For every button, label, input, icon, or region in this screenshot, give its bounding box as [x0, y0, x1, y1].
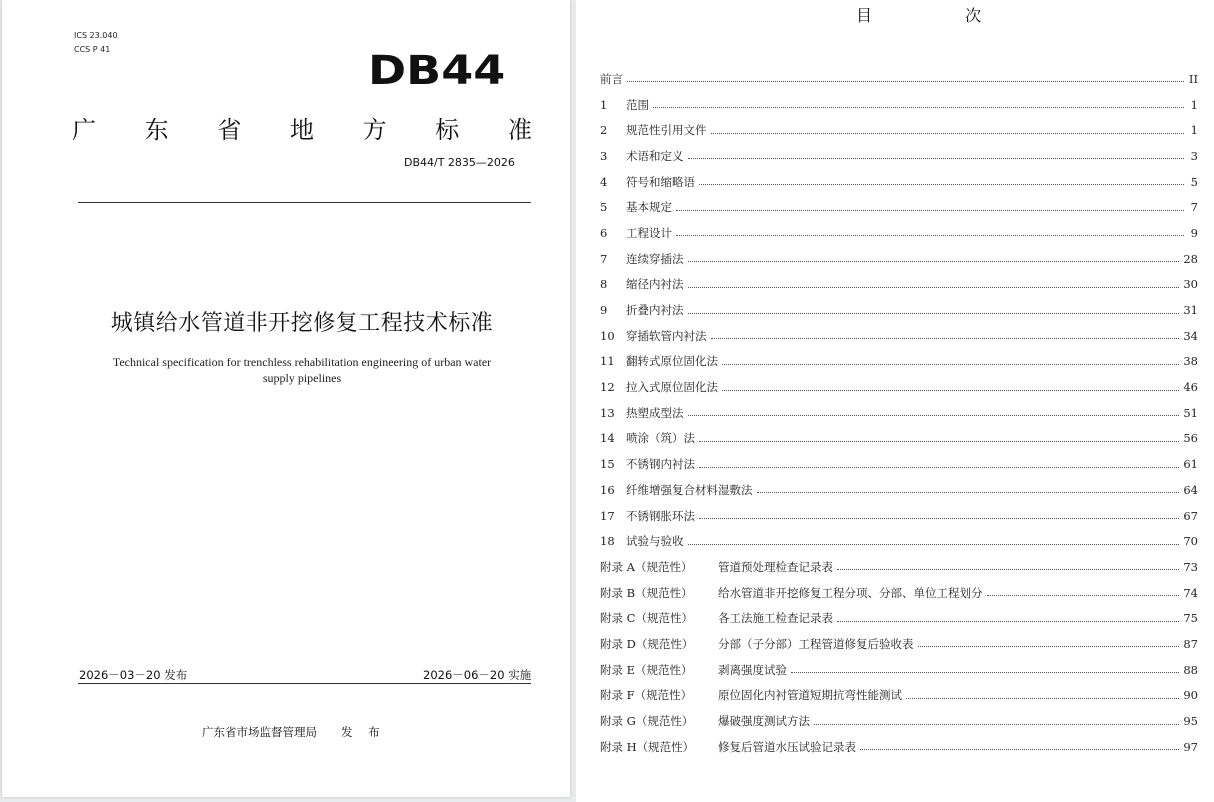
toc-entry-number: 附录 B（规范性） [600, 585, 693, 600]
toc-entry-number: 附录 G（规范性） [600, 714, 694, 729]
toc-dot-leader [987, 595, 1180, 596]
toc-entry-page: 30 [1183, 277, 1198, 292]
toc-entry[interactable] [600, 66, 1198, 92]
toc-entry-number: 附录 A（规范性） [600, 559, 693, 574]
toc-entry-page: II [1188, 71, 1198, 86]
toc-dot-leader [699, 467, 1179, 468]
toc-entry[interactable] [600, 657, 1198, 683]
toc-entry-page: 46 [1183, 380, 1198, 395]
toc-dot-leader [711, 338, 1180, 339]
toc-entry-page: 3 [1190, 148, 1198, 163]
toc-dot-leader [699, 184, 1184, 185]
ics-code: ICS 23.040 [74, 31, 118, 40]
toc-entry-number: 13 [600, 405, 615, 420]
toc-entry-label: 给水管道非开挖修复工程分项、分部、单位工程划分 [718, 585, 983, 600]
implement-date: 2026－06－20 实施 [423, 668, 532, 682]
toc-entry-number: 附录 F（规范性） [600, 688, 693, 703]
toc-entry-label: 符号和缩略语 [626, 174, 695, 189]
toc-entry-label: 喷涂（筑）法 [626, 431, 695, 446]
toc-entry-number: 附录 C（规范性） [600, 611, 693, 626]
toc-entry-number: 14 [600, 431, 615, 446]
toc-entry-label: 折叠内衬法 [626, 303, 684, 318]
local-standard-char: 东 [144, 116, 169, 144]
toc-entry-page: 61 [1183, 457, 1198, 472]
toc-entry-number: 4 [600, 174, 608, 189]
toc-entry-label: 翻转式原位固化法 [626, 354, 718, 369]
toc-entry-page: 1 [1190, 97, 1198, 112]
toc-entry[interactable] [600, 451, 1198, 477]
toc-entry-number: 附录 D（规范性） [600, 636, 694, 651]
toc-entry-page: 64 [1183, 482, 1198, 497]
toc-entry-label: 穿插软管内衬法 [626, 328, 707, 343]
toc-dot-leader [711, 133, 1185, 134]
toc-dot-leader [676, 235, 1184, 236]
toc-entry-page: 1 [1190, 123, 1198, 138]
toc-dot-leader [837, 621, 1179, 622]
toc-entry-number: 7 [600, 251, 608, 266]
toc-dot-leader [722, 364, 1179, 365]
toc-dot-leader [918, 646, 1180, 647]
toc-entry-label: 试验与验收 [626, 534, 684, 549]
standard-code: DB44/T 2835—2026 [404, 156, 515, 169]
toc-entry[interactable] [600, 503, 1198, 529]
local-standard-char: 方 [362, 116, 387, 144]
toc-dot-leader [688, 544, 1180, 545]
toc-entry[interactable] [600, 631, 1198, 657]
toc-entry-label: 管道预处理检查记录表 [718, 559, 833, 574]
toc-entry[interactable] [600, 400, 1198, 426]
toc-entry[interactable] [600, 426, 1198, 452]
toc-entry[interactable] [600, 349, 1198, 375]
toc-title: 目 次 [856, 6, 1026, 25]
toc-dot-leader [699, 518, 1179, 519]
toc-dot-leader [814, 724, 1179, 725]
toc-entry-label: 修复后管道水压试验记录表 [718, 739, 856, 754]
toc-entry-label: 拉入式原位固化法 [626, 380, 718, 395]
toc-entry[interactable] [600, 528, 1198, 554]
toc-entry-page: 95 [1183, 714, 1198, 729]
toc-dot-leader [627, 81, 1184, 82]
toc-entry-number: 16 [600, 482, 615, 497]
toc-page [576, 0, 1214, 802]
publish-action: 发 布 [341, 725, 386, 739]
title-english-line1: Technical specification for trenchless rehabilitation engineering of urban water [112, 355, 492, 369]
db-logo: DB44 [368, 48, 506, 94]
toc-entry-page: 87 [1183, 636, 1198, 651]
toc-entry[interactable] [600, 246, 1198, 272]
toc-entry[interactable] [600, 683, 1198, 709]
toc-entry[interactable] [600, 117, 1198, 143]
toc-entry[interactable] [600, 143, 1198, 169]
toc-entry-label: 术语和定义 [626, 148, 684, 163]
toc-entry-page: 9 [1190, 225, 1198, 240]
toc-entry-label: 范围 [626, 97, 649, 112]
title-chinese: 城镇给水管道非开挖修复工程技术标准 [110, 311, 494, 336]
toc-entry[interactable] [600, 323, 1198, 349]
toc-entry[interactable] [600, 297, 1198, 323]
toc-dot-leader [688, 261, 1180, 262]
local-standard-char: 标 [435, 116, 460, 144]
toc-entry-page: 70 [1183, 534, 1198, 549]
local-standard-char: 广 [72, 116, 96, 144]
toc-entry[interactable] [600, 374, 1198, 400]
toc-entry-label: 不锈钢内衬法 [626, 457, 695, 472]
toc-entry-number: 附录 E（规范性） [600, 662, 693, 677]
toc-entry[interactable] [600, 708, 1198, 734]
toc-entry-number: 3 [600, 148, 608, 163]
toc-dot-leader [676, 210, 1184, 211]
local-standard-heading [72, 110, 532, 145]
title-english-line2: supply pipelines [262, 371, 342, 385]
local-standard-char: 地 [289, 116, 314, 144]
toc-entry[interactable] [600, 169, 1198, 195]
toc-entry[interactable] [600, 92, 1198, 118]
toc-entry-number: 15 [600, 457, 615, 472]
publisher-line [202, 724, 386, 740]
toc-entry[interactable] [600, 734, 1198, 760]
toc-entry-page: 7 [1190, 200, 1198, 215]
toc-entry-label: 分部（子分部）工程管道修复后验收表 [718, 636, 914, 651]
toc-entry-page: 31 [1183, 303, 1198, 318]
toc-dot-leader [699, 441, 1179, 442]
toc-entry-label: 纤维增强复合材料湿敷法 [626, 482, 753, 497]
toc-dot-leader [688, 287, 1180, 288]
toc-entry[interactable] [600, 220, 1198, 246]
toc-dot-leader [688, 415, 1180, 416]
toc-entry-label: 规范性引用文件 [626, 123, 707, 138]
toc-dot-leader [791, 672, 1179, 673]
local-standard-char: 省 [217, 116, 242, 144]
toc-dot-leader [757, 492, 1180, 493]
toc-dot-leader [837, 569, 1179, 570]
toc-entry-page: 28 [1183, 251, 1198, 266]
toc-entry[interactable] [600, 554, 1198, 580]
toc-entry-page: 56 [1183, 431, 1198, 446]
toc-entry-page: 90 [1183, 688, 1198, 703]
toc-entry-label: 原位固化内衬管道短期抗弯性能测试 [718, 688, 902, 703]
toc-entry-page: 74 [1183, 585, 1198, 600]
issue-date: 2026－03－20 发布 [79, 668, 188, 682]
toc-entry-number: 11 [600, 354, 615, 369]
toc-entry-label: 连续穿插法 [626, 251, 684, 266]
toc-entry-number: 10 [600, 328, 615, 343]
toc-entry-page: 73 [1183, 559, 1198, 574]
toc-entry-number: 17 [600, 508, 615, 523]
cover-page [2, 0, 570, 797]
toc-entry-page: 5 [1190, 174, 1198, 189]
title-english [82, 354, 522, 386]
toc-entry-page: 75 [1183, 611, 1198, 626]
toc-entry-number: 附录 H（规范性） [600, 739, 695, 754]
toc-entry-number: 5 [600, 200, 608, 215]
local-standard-char: 准 [507, 116, 532, 144]
toc-entry-label: 前言 [600, 71, 623, 86]
toc-entry-page: 38 [1183, 354, 1198, 369]
toc-entry-number: 18 [600, 534, 615, 549]
divider-bottom [78, 683, 531, 684]
toc-entry[interactable] [600, 272, 1198, 298]
toc-entry[interactable] [600, 580, 1198, 606]
publisher-name: 广东省市场监督管理局 [202, 725, 317, 739]
toc-entry-page: 51 [1183, 405, 1198, 420]
toc-entry[interactable] [600, 477, 1198, 503]
toc-entry[interactable] [600, 194, 1198, 220]
toc-entry-label: 基本规定 [626, 200, 672, 215]
toc-entry-page: 88 [1183, 662, 1198, 677]
toc-entry-label: 爆破强度测试方法 [718, 714, 810, 729]
toc-dot-leader [860, 749, 1179, 750]
toc-entry-label: 热塑成型法 [626, 405, 684, 420]
toc-list [600, 66, 1198, 760]
toc-entry[interactable] [600, 605, 1198, 631]
toc-entry-number: 6 [600, 225, 608, 240]
ccs-code: CCS P 41 [74, 45, 111, 54]
toc-entry-number: 9 [600, 303, 608, 318]
toc-entry-page: 67 [1183, 508, 1198, 523]
toc-entry-label: 剥离强度试验 [718, 662, 787, 677]
toc-entry-number: 12 [600, 380, 615, 395]
toc-dot-leader [688, 158, 1185, 159]
divider-top [78, 202, 531, 203]
toc-entry-label: 缩径内衬法 [626, 277, 684, 292]
toc-dot-leader [722, 390, 1179, 391]
toc-entry-label: 不锈钢胀环法 [626, 508, 695, 523]
toc-entry-number: 2 [600, 123, 608, 138]
toc-entry-number: 1 [600, 97, 608, 112]
toc-entry-label: 各工法施工检查记录表 [718, 611, 833, 626]
toc-entry-label: 工程设计 [626, 225, 672, 240]
toc-entry-number: 8 [600, 277, 608, 292]
toc-dot-leader [688, 313, 1180, 314]
toc-entry-page: 97 [1183, 739, 1198, 754]
toc-dot-leader [906, 698, 1179, 699]
toc-dot-leader [653, 107, 1184, 108]
toc-entry-page: 34 [1183, 328, 1198, 343]
